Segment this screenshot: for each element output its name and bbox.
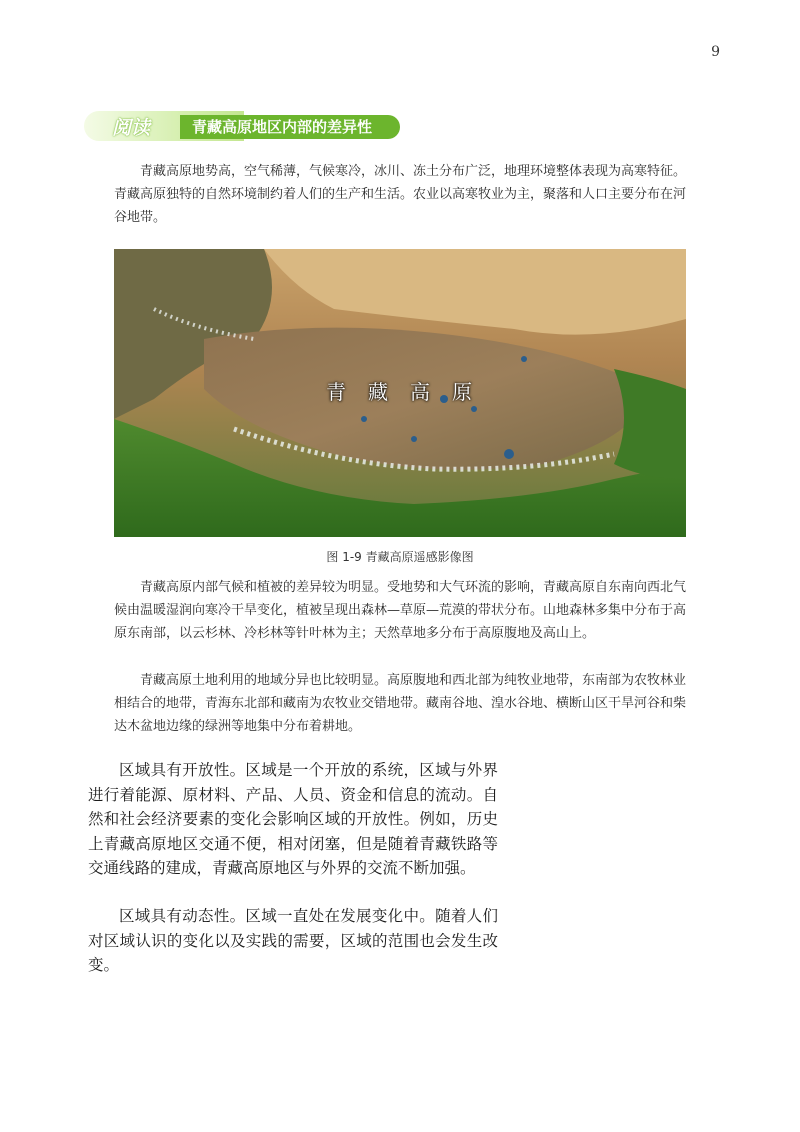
reading-paragraph: 青藏高原土地利用的地域分异也比较明显。高原腹地和西北部为纯牧业地带，东南部为农牧林业相结合的地带，青海东北部和藏南为农牧业交错地带。藏南谷地、湟水谷地、横断山区干旱河谷和柴达木盆地边缘的绿洲等地集中分布着耕地。 — [114, 673, 687, 734]
figure-caption: 图 1-9 青藏高原遥感影像图 — [326, 550, 474, 564]
page-number: 9 — [711, 44, 720, 60]
reading-tag-text: 阅读 — [112, 117, 151, 139]
reading-title: 青藏高原地区内部的差异性 — [180, 115, 400, 139]
map-label-qinghai-tibet-plateau: 青藏高原 — [326, 380, 494, 404]
main-paragraph: 区域具有开放性。区域是一个开放的系统，区域与外界进行着能源、原材料、产品、人员、资金和信息的流动。自然和社会经济要素的变化会影响区域的开放性。例如，历史上青藏高原地区交通不便，相对闭塞，但是随着青藏铁路等交通线路的建成，青藏高原地区与外界的交流不断加强。 — [88, 761, 498, 877]
reading-banner — [84, 111, 400, 141]
reading-paragraph: 青藏高原地势高，空气稀薄，气候寒冷，冰川、冻土分布广泛，地理环境整体表现为高寒特征。青藏高原独特的自然环境制约着人们的生产和生活。农业以高寒牧业为主，聚落和人口主要分布在河谷地带。 — [114, 164, 687, 225]
main-paragraph: 区域具有动态性。区域一直处在发展变化中。随着人们对区域认识的变化以及实践的需要，区域的范围也会发生改变。 — [88, 907, 498, 974]
reading-paragraph: 青藏高原内部气候和植被的差异较为明显。受地势和大气环流的影响，青藏高原自东南向西北气候由温暖湿润向寒冷干旱变化，植被呈现出森林—草原—荒漠的带状分布。山地森林多集中分布于高原东南部，以云杉林、冷杉林等针叶林为主；天然草地多分布于高原腹地及高山上。 — [114, 580, 687, 641]
